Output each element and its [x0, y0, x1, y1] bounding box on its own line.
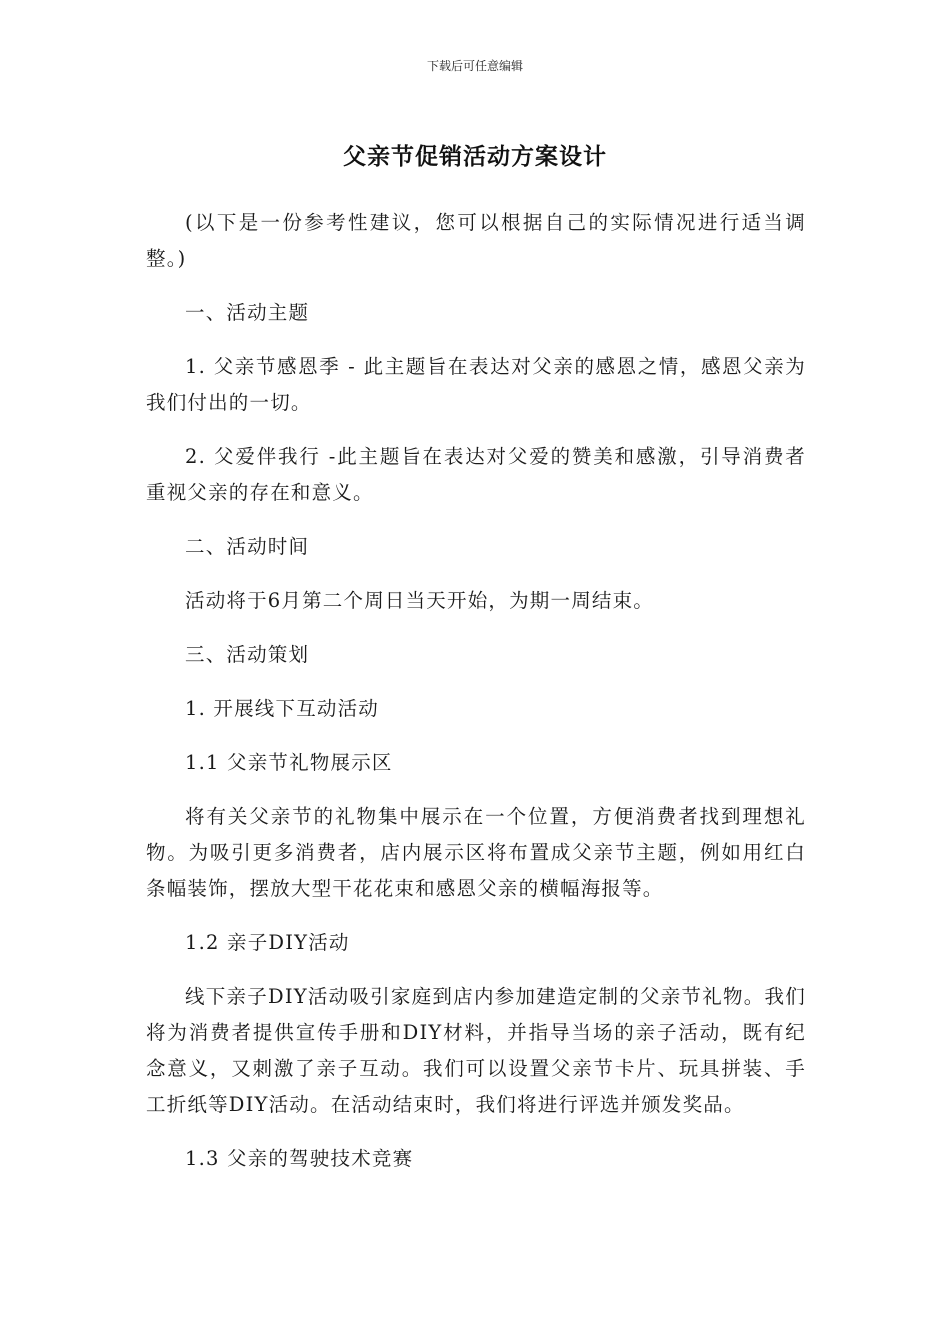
subheading-offline-activities: 1. 开展线下互动活动: [185, 697, 380, 720]
section-heading-planning: 三、活动策划: [185, 643, 310, 666]
section-heading-time: 二、活动时间: [185, 535, 310, 558]
paragraph-intro-note: (以下是一份参考性建议，您可以根据自己的实际情况进行适当调整。): [146, 211, 806, 270]
paragraph-theme-2: 2. 父爱伴我行 -此主题旨在表达对父爱的赞美和感激，引导消费者重视父亲的存在和意义。: [146, 445, 806, 504]
document-title: 父亲节促销活动方案设计: [343, 144, 607, 170]
paragraph-time: 活动将于6月第二个周日当天开始，为期一周结束。: [185, 589, 655, 612]
paragraph-gift-display: 将有关父亲节的礼物集中展示在一个位置，方便消费者找到理想礼物。为吸引更多消费者，店内展示区将布置成父亲节主题，例如用红白条幅装饰，摆放大型干花花束和感恩父亲的横幅海报等。: [146, 805, 806, 900]
paragraph-theme-1: 1. 父亲节感恩季 - 此主题旨在表达对父亲的感恩之情，感恩父亲为我们付出的一切。: [146, 355, 806, 414]
document-body: [146, 205, 806, 1195]
paragraph-diy-activity: 线下亲子DIY活动吸引家庭到店内参加建造定制的父亲节礼物。我们将为消费者提供宣传手册和DIY材料，并指导当场的亲子活动，既有纪念意义，又刺激了亲子互动。我们可以设置父亲节卡片、玩具拼装、手工折纸等DIY活动。在活动结束时，我们将进行评选并颁发奖品。: [146, 985, 806, 1116]
subheading-driving-contest: 1.3 父亲的驾驶技术竞赛: [185, 1147, 414, 1170]
header-note: 下载后可任意编辑: [426, 59, 523, 73]
section-heading-theme: 一、活动主题: [185, 301, 310, 324]
subheading-gift-display: 1.1 父亲节礼物展示区: [185, 751, 393, 774]
subheading-diy-activity: 1.2 亲子DIY活动: [185, 931, 350, 954]
